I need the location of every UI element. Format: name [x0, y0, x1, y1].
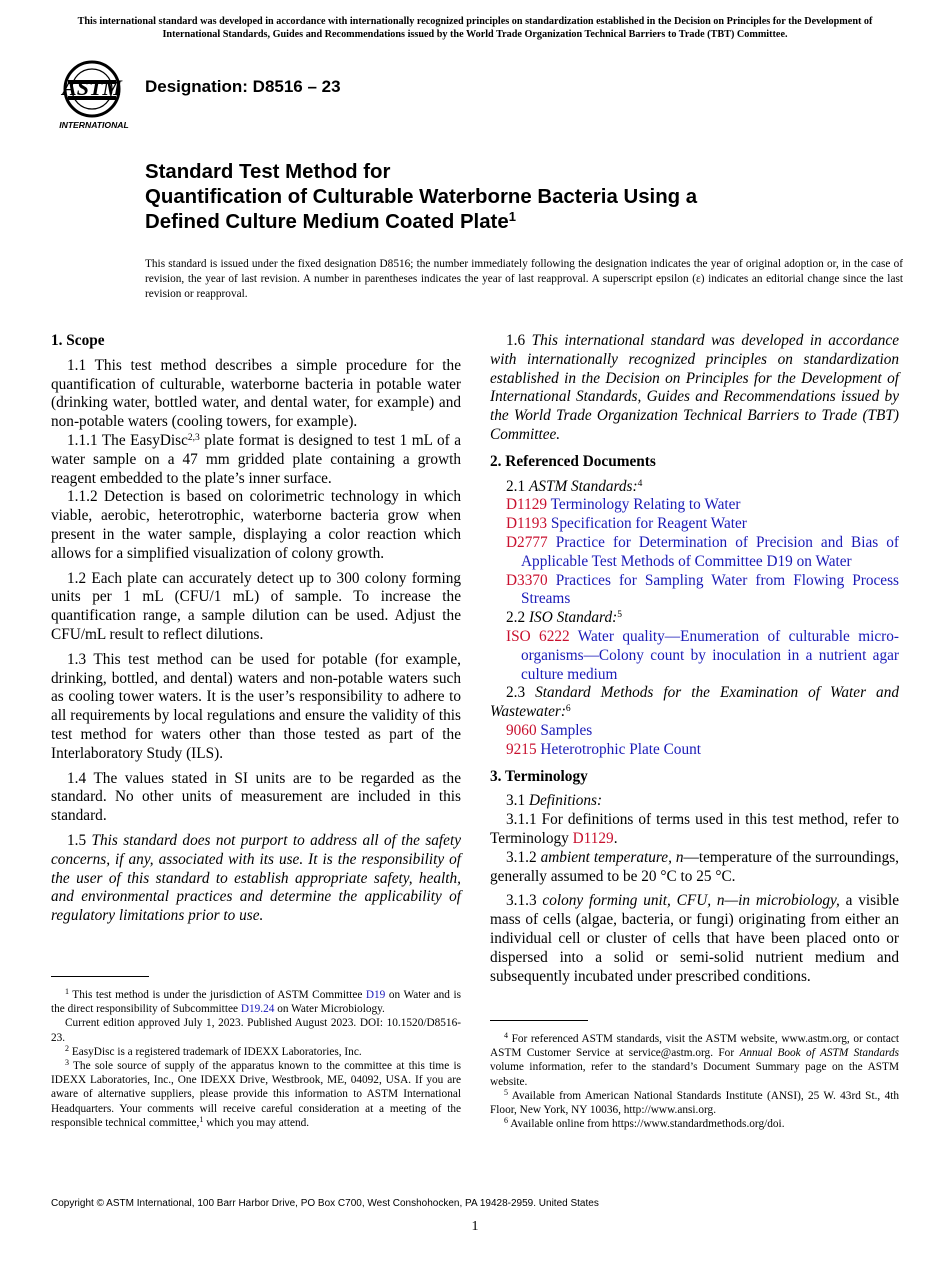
section-heading-referenced-documents: 2. Referenced Documents	[490, 452, 656, 470]
link-d1129-terminology[interactable]: D1129	[572, 829, 614, 847]
para-2-3	[490, 684, 899, 722]
footnote-1-text-a: This test method is under the jurisdiction of ASTM Committee	[69, 989, 366, 1001]
para-1-4: 1.4 The values stated in SI units are to be regarded as the standard. No other units of measurement are included in this standard.	[51, 769, 461, 825]
para-2-1-num: 2.1	[506, 477, 529, 495]
reference-title-link[interactable]: Practices for Sampling Water from Flowing Process Streams	[521, 571, 899, 608]
astm-reference-item	[490, 496, 899, 515]
para-3-1	[490, 792, 899, 811]
footnote-5	[490, 1089, 899, 1117]
title-line-1: Standard Test Method for	[145, 161, 391, 183]
reference-code-link[interactable]: D3370	[506, 571, 548, 589]
standard-methods-reference-list	[490, 722, 899, 760]
para-1-5	[51, 832, 461, 926]
para-2-1	[490, 478, 899, 497]
para-1-1-2: 1.1.2 Detection is based on colorimetric technology in which viable, aerobic, heterotrophic, waterborne bacteria grow when present in the water sample, displaying a color reaction which allows for a simplified visualization of colony growth.	[51, 488, 461, 562]
reference-title-link[interactable]: Practice for Determination of Precision and Bias of Applicable Test Methods of Committee D19 on Water	[521, 533, 899, 570]
footnote-1-num: 1	[65, 987, 69, 996]
para-1-2: 1.2 Each plate can accurately detect up to 300 colony forming units per 1 mL (CFU/1 mL) of sample. To increase the quantification range, a sample dilution can be used. Adjust the CFU/mL result to reflect dilutions.	[51, 569, 461, 643]
copyright-notice: Copyright © ASTM International, 100 Barr Harbor Drive, PO Box C700, West Conshohocken, PA 19428-2959. United States	[51, 1198, 599, 1209]
para-3-1-num: 3.1	[506, 792, 529, 810]
para-1-5-num: 1.5	[67, 831, 92, 849]
para-3-1-1	[490, 811, 899, 849]
reference-title-link[interactable]: Heterotrophic Plate Count	[540, 740, 702, 758]
footnote-2	[51, 1045, 461, 1059]
footnote-ref-4[interactable]: 4	[637, 478, 643, 489]
astm-logo-graphic	[54, 56, 134, 132]
reference-title-link[interactable]: Water quality—Enumeration of culturable micro-organisms—Colony count by inoculation in a nutrient agar culture medium	[521, 627, 899, 683]
para-1-5-text: This standard does not purport to address all of the safety concerns, if any, associated with its use. It is the responsibility of the user of this standard to establish appropriate safety, health, and environmental practices and determine the applicability of regulatory limitations prior to use.	[51, 831, 462, 925]
footnote-3-num: 3	[65, 1058, 69, 1068]
para-3-1-1-end: .	[613, 829, 618, 847]
para-1-6-num: 1.6	[506, 332, 532, 349]
footnote-4-text-b: volume information, refer to the standard’s Document Summary page on the ASTM website.	[490, 1061, 899, 1088]
reference-code-link[interactable]: ISO 6222	[506, 627, 570, 645]
footnote-1-text-b: on Water and is the direct responsibility of Subcommittee	[51, 989, 461, 1016]
iso-reference-list	[490, 628, 899, 684]
left-column	[51, 332, 461, 926]
para-3-1-3-text: a visible mass of cells (algae, bacteria, or fungi) originating from either an individual cell or cluster of cells that have been placed onto or dispersed into a solid or semi-solid nutrient medium and subsequently incubated under prescribed conditions.	[490, 892, 899, 985]
para-1-3: 1.3 This test method can be used for potable (for example, drinking, bottled, and dental) waters and non-potable waters such as cooling tower waters. It is the user’s responsibility to adhere to all requirements by local regulations and ensure the validity of this test method for waters other than those tested as part of the Interlaboratory Study (ILS).	[51, 650, 461, 762]
para-2-3-num: 2.3	[506, 684, 536, 702]
astm-reference-list	[490, 496, 899, 609]
reference-code-link[interactable]: D1193	[506, 515, 548, 533]
para-3-1-3	[490, 892, 899, 986]
para-2-1-text: ASTM Standards:	[528, 477, 638, 495]
issue-note: This standard is issued under the fixed designation D8516; the number immediately following the designation indicates the year of original adoption or, in the case of revision, the year of last revision. A number in parentheses indicates the year of last reapproval. A superscript epsilon (ε) indicates an editorial change since the last revision or reapproval.	[145, 258, 903, 300]
astm-reference-item	[490, 515, 899, 534]
standard-methods-reference-item	[490, 741, 899, 760]
reference-code-link[interactable]: D1129	[506, 496, 548, 514]
footnote-6-num: 6	[504, 1116, 508, 1126]
para-1-1-1-a: 1.1.1 The EasyDisc	[67, 431, 188, 449]
para-3-1-2-text: —temperature of the surroundings, generally assumed to be 20 °C to 25 °C.	[490, 848, 900, 885]
footnote-4-italic: Annual Book of ASTM Standards	[739, 1047, 900, 1060]
footnote-6	[490, 1117, 899, 1131]
para-1-6	[490, 332, 899, 445]
footnotes-right	[490, 1032, 899, 1131]
term-ambient-temperature: ambient temperature, n	[540, 848, 684, 866]
astm-international-logo-icon	[54, 56, 134, 132]
footnote-4-text-a: For referenced ASTM standards, visit the ASTM website, www.astm.org, or contact ASTM Customer Service at service@astm.org. For	[490, 1033, 899, 1060]
para-3-1-text: Definitions:	[528, 792, 603, 810]
footnote-1-edition: Current edition approved July 1, 2023. Published August 2023. DOI: 10.1520/D8516-23.	[51, 1017, 461, 1044]
page-number: 1	[471, 1219, 479, 1234]
para-1-1-1	[51, 432, 461, 488]
title-footnote-ref[interactable]: 1	[508, 209, 516, 224]
footnote-6-text: Available online from https://www.standardmethods.org/doi.	[508, 1118, 785, 1131]
right-column	[490, 332, 899, 986]
section-heading-scope: 1. Scope	[51, 332, 105, 349]
reference-code-link[interactable]: 9060	[506, 721, 537, 739]
footnote-1-text-c: on Water Microbiology.	[274, 1003, 385, 1016]
footnote-4-num: 4	[504, 1031, 508, 1040]
footnote-ref-2-3[interactable]: 2,3	[187, 432, 200, 443]
para-3-1-3-num: 3.1.3	[506, 892, 543, 910]
astm-reference-item	[490, 572, 899, 610]
document-title	[145, 160, 865, 235]
para-2-2-text: ISO Standard:	[528, 609, 618, 627]
term-colony-forming-unit: colony forming unit, CFU, n—in microbiology,	[542, 892, 840, 910]
footnote-4	[490, 1032, 899, 1089]
footnote-2-num: 2	[65, 1043, 69, 1053]
para-1-6-text: This international standard was developed in accordance with internationally recognized principles on standardization established in the Decision on Principles for the Development of International Standards, Guides and Recommendations issued by the World Trade Organization Technical Barriers to Trade (TBT) Committee.	[490, 332, 899, 443]
para-1-1: 1.1 This test method describes a simple procedure for the quantification of culturable, waterborne bacteria in potable water (drinking water, bottled water, and dental water, for example) and non-potable waters (cooling towers, for example).	[51, 356, 461, 431]
footnote-3-text-a: The sole source of supply of the apparatus known to the committee at this time is IDEXX Laboratories, Inc., One IDEXX Drive, Westbrook, ME, 04092, USA. If you are aware of alternative suppliers, please provide this information to ASTM International Headquarters. Your comments will receive careful consideration at a meeting of the responsible technical committee,	[51, 1060, 461, 1129]
reference-code-link[interactable]: 9215	[506, 740, 537, 758]
para-3-1-1-text: 3.1.1 For definitions of terms used in this test method, refer to Terminology	[490, 811, 899, 847]
standard-methods-reference-item	[490, 722, 899, 741]
footnote-1	[51, 988, 461, 1016]
para-2-3-text: Standard Methods for the Examination of Water and Wastewater:	[490, 684, 899, 721]
link-d19-24[interactable]: D19.24	[240, 1003, 275, 1016]
designation: Designation: D8516 – 23	[145, 77, 341, 96]
link-d19[interactable]: D19	[365, 989, 386, 1001]
tbt-banner: This international standard was developed in accordance with internationally recognized principles on standardization established in the Decision on Principles for the Development of International Standards, Guides and Recommendations issued by the World Trade Organization Technical Barriers to Trade (TBT) Committee.	[77, 16, 873, 40]
reference-title-link[interactable]: Specification for Reagent Water	[550, 515, 747, 533]
footnote-5-text: Available from American National Standards Institute (ANSI), 25 W. 43rd St., 4th Floor, New York, NY 10036, http://www.ansi.org.	[490, 1089, 899, 1117]
para-3-1-2-num: 3.1.2	[506, 848, 541, 866]
para-1-1-1-b: plate format is designed to test 1 mL of a water sample on a 47 mm gridded plate containing a growth reagent embedded to the plate’s inner surface.	[51, 431, 461, 487]
iso-reference-item	[490, 628, 899, 684]
astm-reference-item	[490, 534, 899, 572]
title-line-2: Quantification of Culturable Waterborne Bacteria Using a	[145, 186, 698, 208]
footnote-rule-right	[490, 1020, 588, 1021]
footnote-2-text: EasyDisc is a registered trademark of IDEXX Laboratories, Inc.	[69, 1045, 362, 1058]
footnote-3	[51, 1059, 461, 1130]
footnote-ref-5[interactable]: 5	[617, 610, 622, 621]
footnote-3-ref[interactable]: 1	[199, 1114, 204, 1124]
logo-text: INTERNATIONAL	[59, 120, 129, 130]
logo-letters: ASTM	[62, 75, 122, 100]
para-3-1-2	[490, 849, 899, 887]
title-line-3: Defined Culture Medium Coated Plate	[145, 211, 509, 233]
reference-title-link[interactable]: Samples	[540, 721, 593, 739]
footnote-ref-6[interactable]: 6	[565, 704, 571, 715]
footnotes-left	[51, 988, 461, 1130]
section-heading-terminology: 3. Terminology	[490, 767, 588, 785]
footnote-3-text-b: which you may attend.	[203, 1116, 310, 1129]
para-2-2-num: 2.2	[506, 609, 529, 627]
reference-code-link[interactable]: D2777	[506, 533, 548, 551]
reference-title-link[interactable]: Terminology Relating to Water	[550, 496, 741, 514]
footnote-rule-left	[51, 976, 149, 977]
footnote-5-num: 5	[504, 1087, 508, 1097]
para-2-2	[490, 609, 899, 628]
